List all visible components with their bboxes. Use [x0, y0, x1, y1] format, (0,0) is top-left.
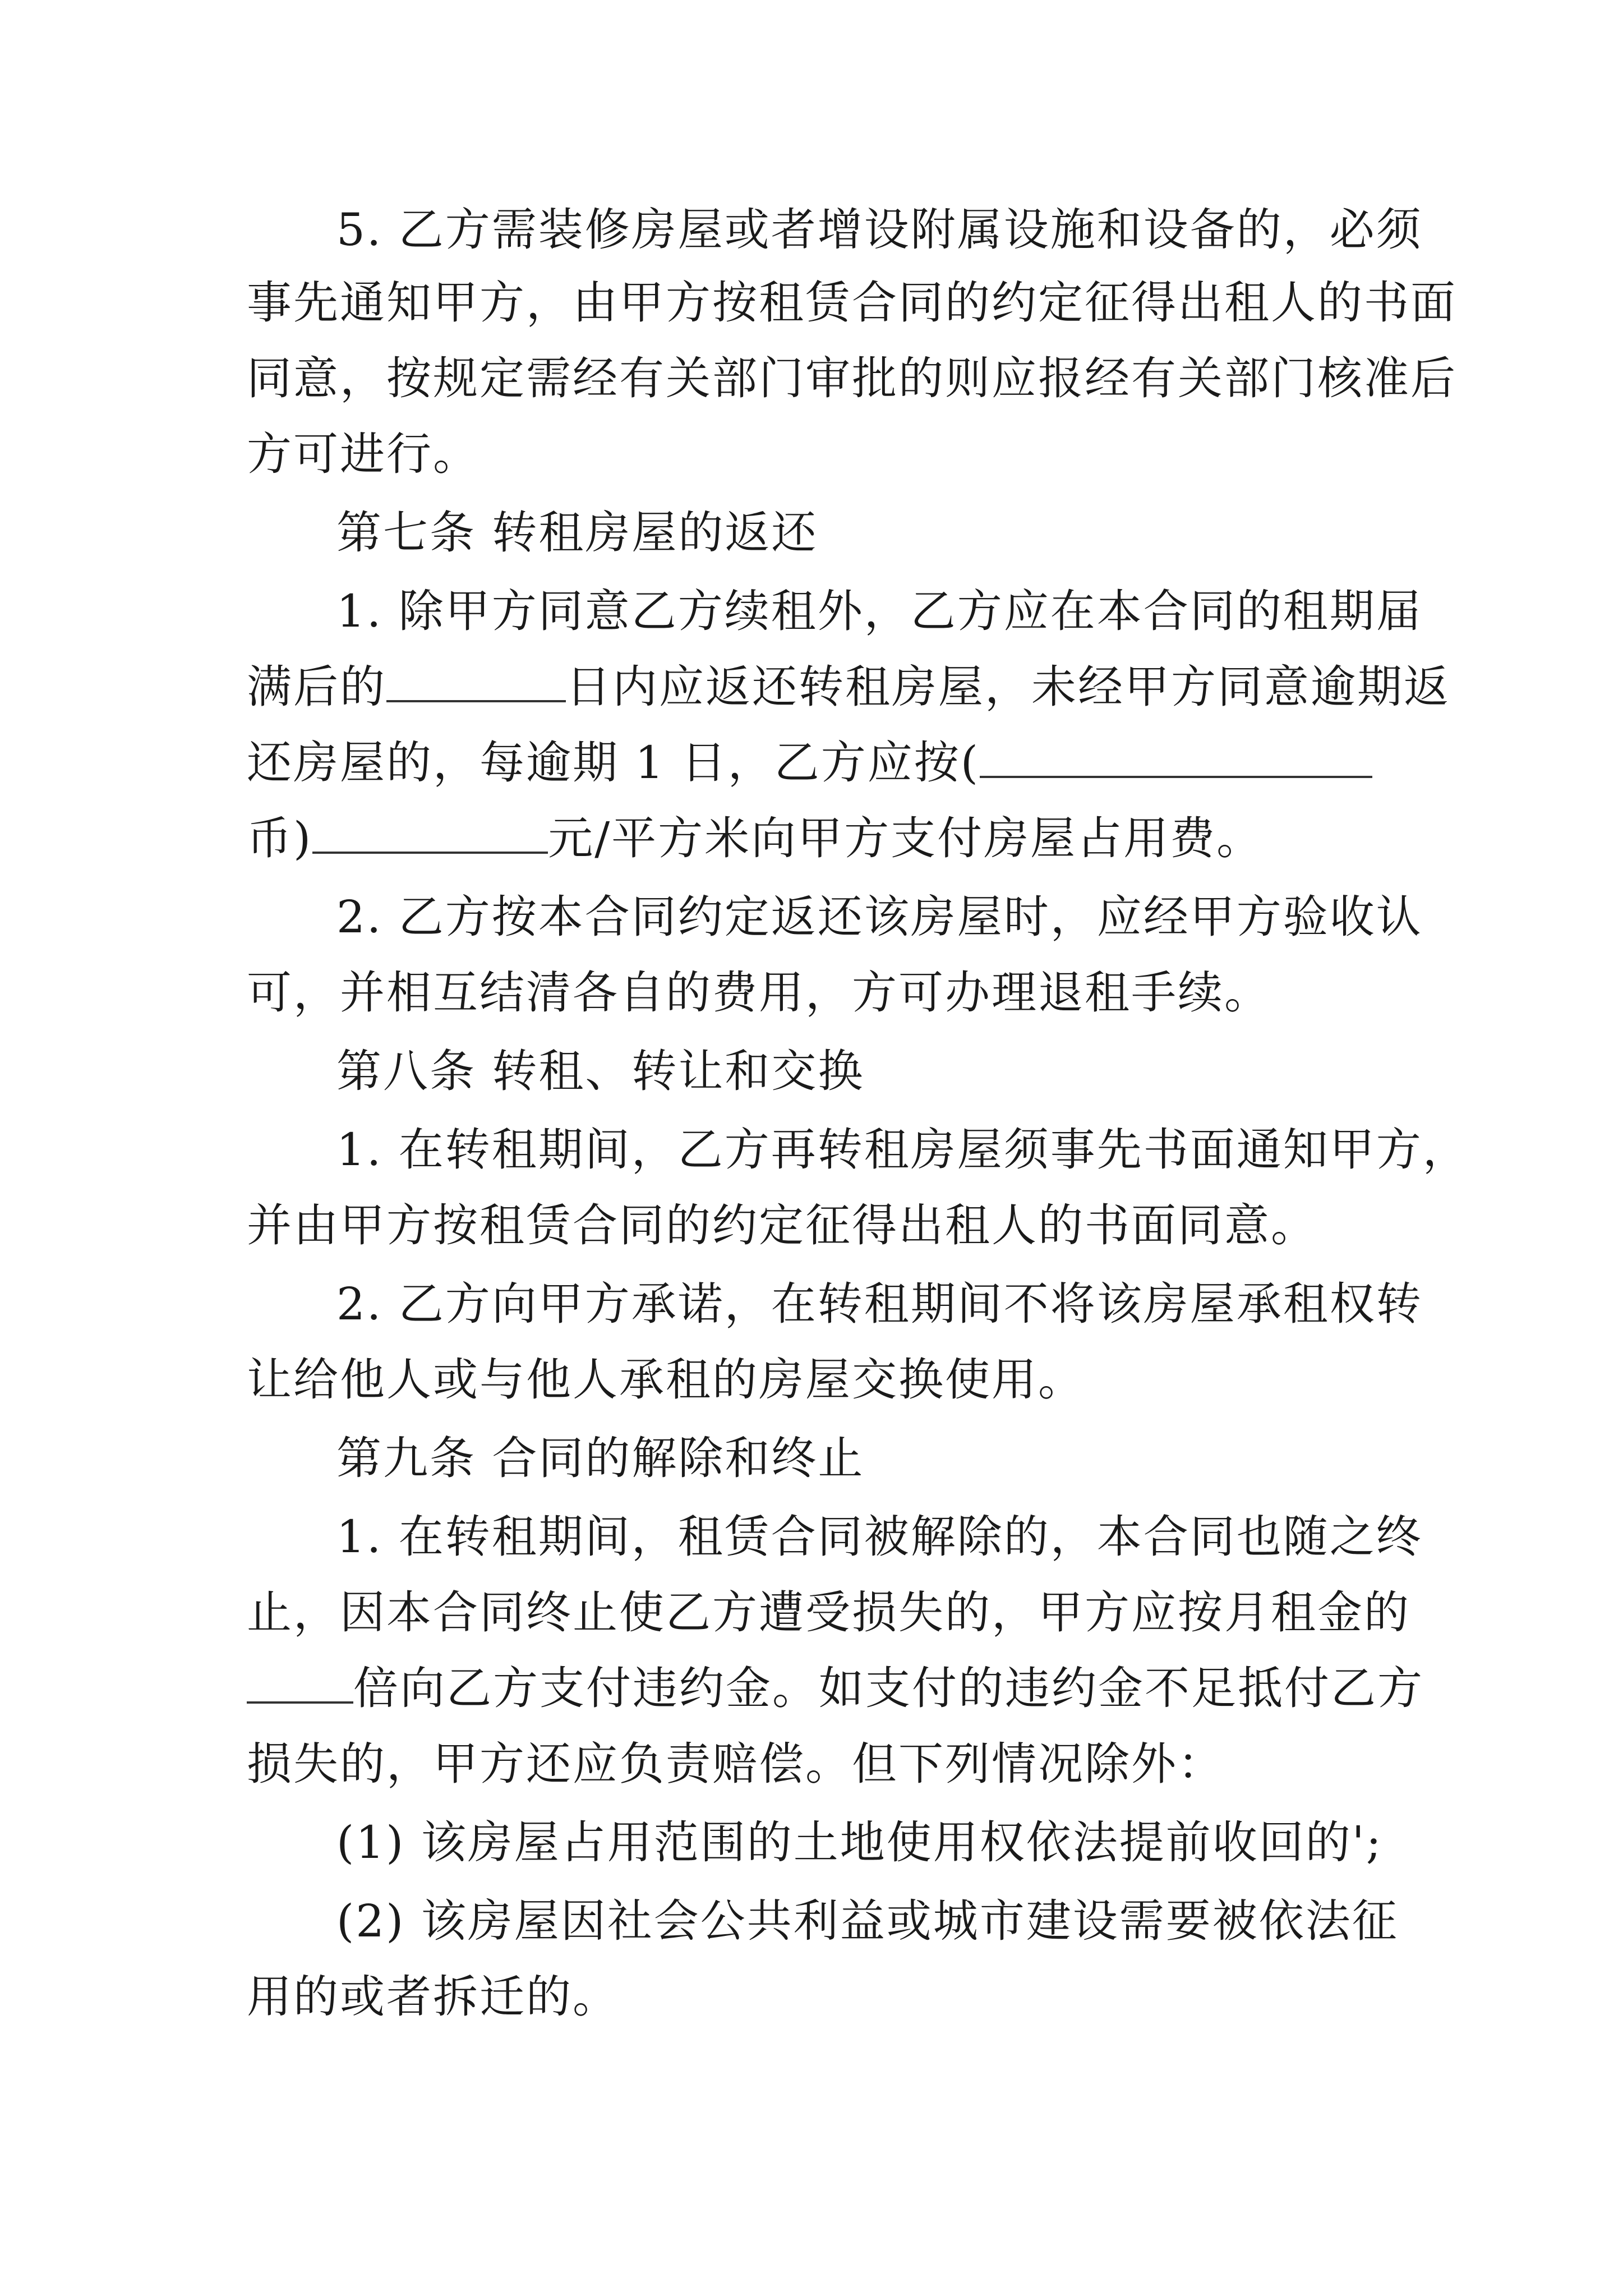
article-heading: 第九条 合同的解除和终止 — [336, 1432, 865, 1484]
paragraph-line: 事先通知甲方，由甲方按租赁合同的约定征得出租人的书面 — [247, 277, 1457, 329]
paragraph-line: 损失的，甲方还应负责赔偿。但下列情况除外： — [247, 1738, 1224, 1790]
paragraph-line: 止，因本合同终止使乙方遭受损失的，甲方应按月租金的 — [247, 1586, 1410, 1639]
paragraph-line: 并由甲方按租赁合同的约定征得出租人的书面同意。 — [247, 1199, 1317, 1251]
fill-in-blank — [312, 812, 548, 854]
text-segment: 满后的 — [247, 661, 386, 713]
article-heading: 第八条 转租、转让和交换 — [336, 1045, 865, 1097]
paragraph-line: 1. 在转租期间，乙方再转租房屋须事先书面通知甲方， — [336, 1124, 1469, 1176]
article-heading: 第七条 转租房屋的返还 — [336, 507, 818, 559]
paragraph-line: 1. 在转租期间，租赁合同被解除的，本合同也随之终 — [336, 1511, 1423, 1563]
paragraph-line — [247, 735, 1372, 791]
paragraph-line: 用的或者拆迁的。 — [247, 1971, 619, 2023]
paragraph-line: 1. 除甲方同意乙方续租外，乙方应在本合同的租期届 — [336, 585, 1423, 637]
paragraph-line: 5. 乙方需装修房屋或者增设附属设施和设备的，必须 — [336, 204, 1423, 256]
fill-in-blank — [386, 661, 566, 702]
paragraph-line: 让给他人或与他人承租的房屋交换使用。 — [247, 1354, 1085, 1406]
paragraph-line — [247, 811, 1263, 867]
paragraph-line — [247, 1660, 1424, 1717]
paragraph-line: (2) 该房屋因社会公共利益或城市建设需要被依法征 — [336, 1895, 1399, 1947]
paragraph-line: 同意，按规定需经有关部门审批的则应报经有关部门核准后 — [247, 352, 1457, 404]
text-segment: 元/平方米向甲方支付房屋占用费。 — [548, 812, 1264, 864]
text-segment: 币) — [247, 812, 313, 864]
text-segment: 倍向乙方支付违约金。如支付的违约金不足抵付乙方 — [353, 1662, 1424, 1714]
paragraph-line — [247, 659, 1450, 715]
paragraph-line: 方可进行。 — [247, 428, 479, 480]
text-segment: 日内应返还转租房屋，未经甲方同意逾期返 — [566, 661, 1450, 713]
text-segment: 还房屋的，每逾期 1 日，乙方应按( — [247, 737, 980, 789]
paragraph-line: 2. 乙方向甲方承诺，在转租期间不将该房屋承租权转 — [336, 1278, 1423, 1330]
paragraph-line: 2. 乙方按本合同约定返还该房屋时，应经甲方验收认 — [336, 891, 1423, 943]
fill-in-blank — [980, 737, 1372, 778]
paragraph-line: (1) 该房屋占用范围的土地使用权依法提前收回的'; — [336, 1816, 1383, 1869]
paragraph-line: 可，并相互结清各自的费用，方可办理退租手续。 — [247, 967, 1271, 1019]
fill-in-blank — [247, 1662, 353, 1704]
